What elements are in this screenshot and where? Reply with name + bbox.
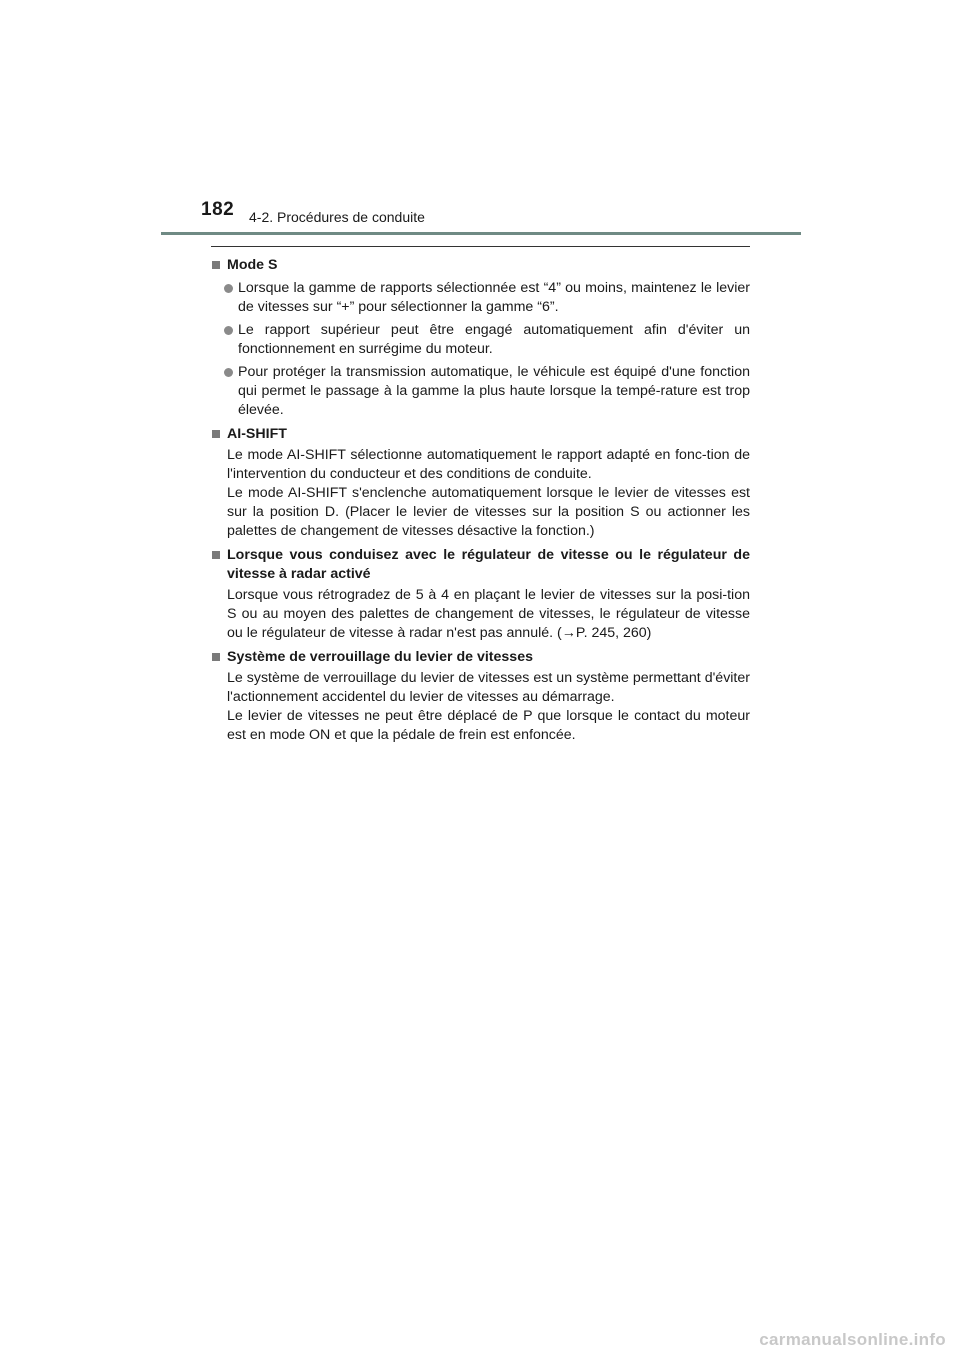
circle-bullet-icon (224, 284, 233, 293)
section-heading (211, 648, 750, 667)
section-heading-text: Lorsque vous conduisez avec le régulateur de vitesse ou le régulateur de vitesse à radar activé (227, 547, 750, 582)
list-item (224, 321, 750, 359)
paragraph: Le mode AI-SHIFT s'enclenche automatiquement lorsque le levier de vitesses est sur la position D. (Placer le levier de vitesses sur la position S ou actionner les palettes de changement de vitesses désactive la fonction.) (227, 485, 750, 539)
paragraph: Le système de verrouillage du levier de vitesses est un système permettant d'éviter l'actionnement accidentel du levier de vitesses au démarrage. (227, 670, 750, 705)
section-heading-text: Mode S (227, 257, 278, 273)
list-item-text: Le rapport supérieur peut être engagé automatiquement afin d'éviter un fonctionnement en surrégime du moteur. (238, 322, 750, 357)
square-bullet-icon (212, 653, 220, 661)
circle-bullet-icon (224, 326, 233, 335)
list-item (224, 279, 750, 317)
section-heading (211, 256, 750, 275)
list-item (224, 363, 750, 420)
section-ai-shift (211, 425, 750, 541)
section-heading-text: AI-SHIFT (227, 426, 287, 442)
square-bullet-icon (212, 261, 220, 269)
list-item-text: Pour protéger la transmission automatique, le véhicule est équipé d'une fonction qui permet le passage à la gamme la plus haute lorsque la tempé-rature est trop élevée. (238, 364, 750, 418)
section-title: 4-2. Procédures de conduite (249, 209, 425, 225)
section-mode-s (211, 256, 750, 420)
paragraph: Le mode AI-SHIFT sélectionne automatiquement le rapport adapté en fonc-tion de l'intervention du conducteur et des conditions de conduite. (227, 447, 750, 482)
section-shift-lock (211, 648, 750, 745)
page-header (0, 0, 960, 240)
section-cruise-control (211, 546, 750, 643)
section-heading (211, 425, 750, 444)
square-bullet-icon (212, 430, 220, 438)
header-rule (161, 232, 801, 235)
section-heading-text: Système de verrouillage du levier de vitesses (227, 649, 533, 665)
paragraph: Le levier de vitesses ne peut être déplacé de P que lorsque le contact du moteur est en mode ON et que la pédale de frein est enfoncée. (227, 708, 750, 743)
square-bullet-icon (212, 551, 220, 559)
section-heading (211, 546, 750, 584)
paragraph: Lorsque vous rétrogradez de 5 à 4 en plaçant le levier de vitesses sur la posi-tion S ou au moyen des palettes de changement de vitesses, le régulateur de vitesse ou le régulateur de vitesse à radar n'est pas annulé. (→P. 245, 260) (227, 587, 750, 641)
list-item-text: Lorsque la gamme de rapports sélectionnée est “4” ou moins, maintenez le levier de vitesses sur “+” pour sélectionner la gamme “6”. (238, 280, 750, 315)
page-number: 182 (201, 199, 235, 220)
content-top-rule (211, 246, 750, 247)
footer-watermark: carmanualsonline.info (759, 1330, 946, 1349)
page-content (211, 256, 750, 750)
circle-bullet-icon (224, 368, 233, 377)
